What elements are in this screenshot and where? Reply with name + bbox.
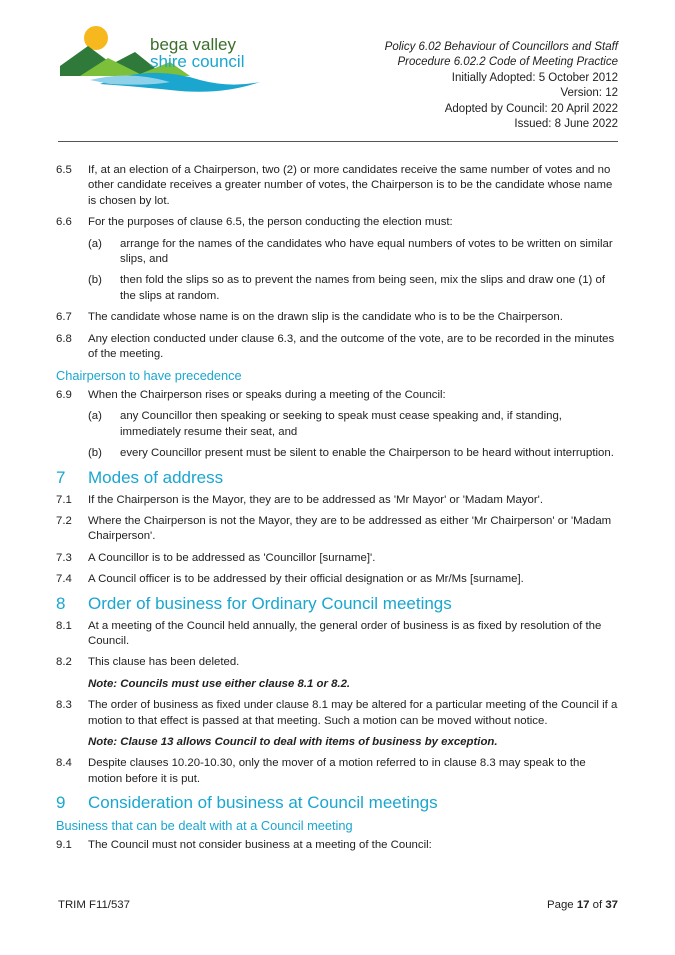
clause-text: The order of business as fixed under clause 8.1 may be altered for a particular meeting of the Council if a motion to that effect is passed at that meeting. Such a motion can be moved without notice. — [88, 699, 618, 727]
subclause-label: (b) — [88, 274, 102, 287]
clause-number: 7.2 — [56, 514, 72, 527]
subclause-text: arrange for the names of the candidates who have equal numbers of votes to be written on similar slips, and — [120, 237, 613, 266]
clause-8-4 — [56, 756, 620, 787]
clause-6-5 — [56, 163, 620, 209]
section-number: 8 — [56, 593, 66, 613]
of-word: of — [592, 899, 603, 911]
document-header — [318, 40, 618, 132]
clause-7-4 — [56, 572, 620, 587]
clause-number: 7.4 — [56, 573, 72, 586]
clause-number: 7.3 — [56, 551, 72, 564]
section-title: Modes of address — [88, 467, 224, 487]
clause-number: 6.8 — [56, 332, 72, 345]
logo-text-line2: shire council — [150, 52, 245, 71]
current-page: 17 — [576, 899, 590, 911]
clause-7-3 — [56, 551, 620, 566]
subclause-text: then fold the slips so as to prevent the names from being seen, mix the slips and draw one (1) of the slips at random. — [120, 274, 605, 302]
clause-6-6 — [56, 215, 620, 230]
page-word: Page — [547, 899, 574, 911]
subclause-6-6-a — [88, 237, 620, 268]
section-7-heading — [56, 468, 620, 488]
clause-number: 9.1 — [56, 838, 72, 851]
clause-text: For the purposes of clause 6.5, the person conducting the election must: — [88, 216, 453, 229]
clause-text: Despite clauses 10.20-10.30, only the mover of a motion referred to in clause 8.3 may speak to the motion before it is put. — [88, 757, 586, 785]
clause-number: 6.5 — [56, 164, 72, 176]
clause-7-2 — [56, 514, 620, 545]
header-version: Version: 12 — [560, 87, 618, 100]
note-clause-8: Note: Councils must use either clause 8.1 or 8.2. — [88, 677, 351, 690]
section-8-heading — [56, 594, 620, 614]
clause-text: Any election conducted under clause 6.3, and the outcome of the vote, are to be recorded in the minutes of the meeting. — [88, 332, 615, 361]
document-body — [56, 163, 620, 859]
clause-8-1 — [56, 619, 620, 650]
subclause-6-9-a — [88, 409, 620, 440]
total-pages: 37 — [605, 899, 618, 911]
page-footer — [58, 899, 618, 911]
clause-number: 6.7 — [56, 311, 72, 324]
clause-8-3 — [56, 698, 620, 729]
header-policy: Policy 6.02 Behaviour of Councillors and Staff — [384, 41, 618, 53]
clause-number: 7.1 — [56, 493, 72, 506]
clause-6-8 — [56, 332, 620, 363]
clause-text: A Councillor is to be addressed as 'Councillor [surname]'. — [88, 551, 376, 564]
section-9-heading — [56, 793, 620, 813]
subclause-label: (a) — [88, 410, 102, 423]
clause-6-9 — [56, 388, 620, 403]
note-clause-13: Note: Clause 13 allows Council to deal with items of business by exception. — [88, 735, 498, 748]
clause-number: 8.2 — [56, 656, 72, 669]
section-number: 9 — [56, 793, 66, 813]
clause-text: When the Chairperson rises or speaks during a meeting of the Council: — [88, 388, 446, 401]
section-title: Order of business for Ordinary Council meetings — [88, 593, 452, 613]
footer-trim-reference: TRIM F11/537 — [58, 899, 130, 911]
subclause-label: (b) — [88, 447, 102, 460]
clause-9-1 — [56, 838, 620, 853]
clause-number: 8.1 — [56, 619, 72, 632]
clause-6-7 — [56, 310, 620, 325]
clause-text: The Council must not consider business at a meeting of the Council: — [88, 838, 432, 851]
logo-text-line1: bega valley — [150, 35, 237, 54]
subclause-text: any Councillor then speaking or seeking to speak must cease speaking and, if standing, immediately resume their seat, and — [120, 410, 562, 438]
section-number: 7 — [56, 467, 66, 487]
clause-text: At a meeting of the Council held annually, the general order of business is as fixed by resolution of the Council. — [88, 619, 602, 647]
clause-number: 8.3 — [56, 699, 72, 712]
header-adopted-by-council: Adopted by Council: 20 April 2022 — [444, 102, 618, 115]
header-initially-adopted: Initially Adopted: 5 October 2012 — [451, 71, 618, 84]
section-title: Consideration of business at Council meetings — [88, 793, 438, 813]
page-number — [547, 899, 618, 911]
header-issued: Issued: 8 June 2022 — [514, 118, 618, 131]
header-procedure: Procedure 6.02.2 Code of Meeting Practice — [397, 56, 618, 69]
clause-number: 8.4 — [56, 757, 72, 770]
clause-text: If the Chairperson is the Mayor, they are to be addressed as 'Mr Mayor' or 'Madam Mayor'. — [88, 493, 544, 506]
subheading-chairperson-precedence: Chairperson to have precedence — [56, 368, 242, 384]
clause-text: If, at an election of a Chairperson, two (2) or more candidates receive the same number of votes and no other candidate receives a greater number of votes, the Chairperson is to be the candidate whose name is chosen by lot. — [88, 164, 613, 207]
clause-number: 6.9 — [56, 388, 72, 401]
clause-text: The candidate whose name is on the drawn slip is the candidate who is to be the Chairperson. — [88, 311, 563, 324]
subheading-business-dealt-with: Business that can be dealt with at a Council meeting — [56, 818, 353, 834]
clause-text: A Council officer is to be addressed by their official designation or as Mr/Ms [surname]. — [88, 573, 524, 586]
subclause-text: every Councillor present must be silent to enable the Chairperson to be heard without interruption. — [120, 447, 614, 460]
clause-8-2 — [56, 655, 620, 670]
subclause-6-9-b — [88, 446, 620, 461]
clause-text: Where the Chairperson is not the Mayor, they are to be addressed as either 'Mr Chairperson' or 'Madam Chairperson'. — [88, 514, 612, 543]
clause-text: This clause has been deleted. — [88, 656, 240, 669]
clause-7-1 — [56, 493, 620, 508]
header-divider — [58, 141, 618, 142]
subclause-6-6-b — [88, 273, 620, 304]
clause-number: 6.6 — [56, 216, 72, 229]
subclause-label: (a) — [88, 237, 102, 250]
